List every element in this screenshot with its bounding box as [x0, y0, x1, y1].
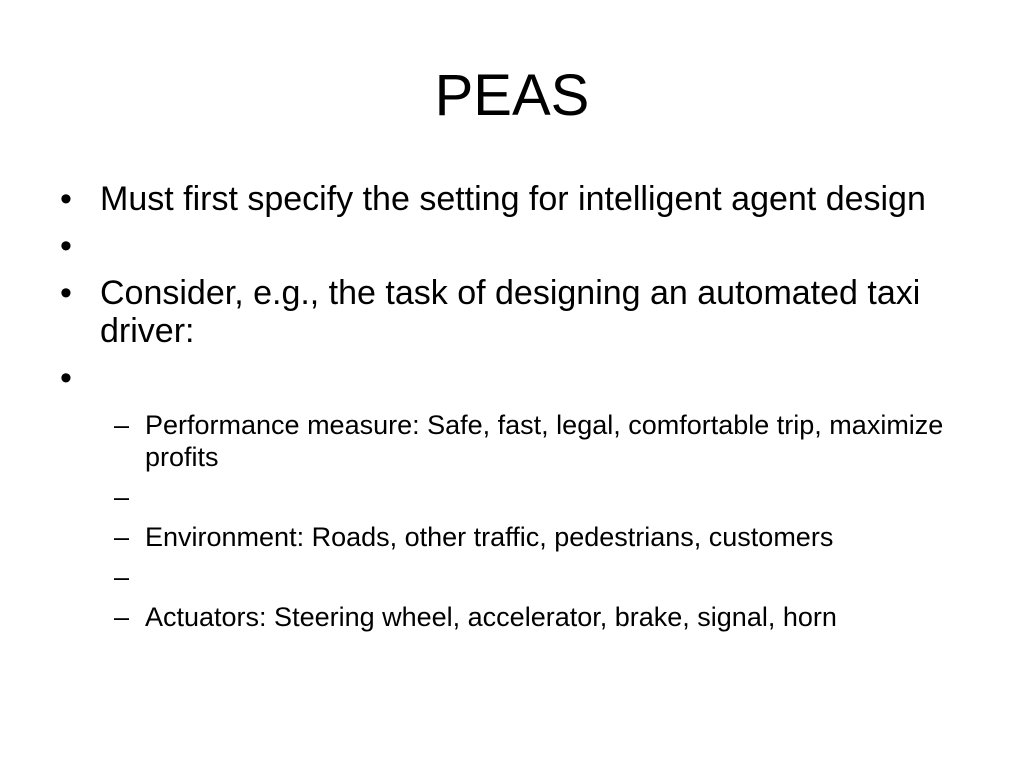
sub-bullet-item	[56, 521, 966, 553]
sub-bullet-item-empty	[56, 481, 966, 513]
bullet-text: Must first specify the setting for intelligent agent design	[100, 180, 926, 218]
bullet-marker: •	[60, 359, 72, 397]
bullet-item	[56, 180, 966, 218]
sub-bullet-item	[56, 601, 966, 633]
sub-bullet-item	[56, 409, 966, 473]
sub-bullet-text: Environment: Roads, other traffic, pedestrians, customers	[145, 522, 834, 552]
sub-bullet-marker: –	[114, 602, 130, 632]
bullet-marker: •	[60, 180, 72, 218]
bullet-marker: •	[60, 274, 72, 312]
bullet-text: Consider, e.g., the task of designing an automated taxi driver:	[100, 274, 921, 350]
sub-bullet-marker: –	[114, 410, 130, 440]
sub-bullet-item-empty	[56, 561, 966, 593]
sub-bullet-marker: –	[114, 482, 130, 512]
bullet-item-empty	[56, 359, 966, 397]
sub-bullet-marker: –	[114, 522, 130, 552]
bullet-item	[56, 274, 966, 350]
sub-bullet-text: Actuators: Steering wheel, accelerator, brake, signal, horn	[145, 602, 837, 632]
slide-content	[56, 180, 966, 641]
sub-bullet-marker: –	[114, 562, 130, 592]
bullet-marker: •	[60, 227, 72, 265]
sub-bullet-text: Performance measure: Safe, fast, legal, comfortable trip, maximize profits	[145, 410, 944, 472]
bullet-item-empty	[56, 227, 966, 265]
slide-title: PEAS	[434, 63, 590, 128]
